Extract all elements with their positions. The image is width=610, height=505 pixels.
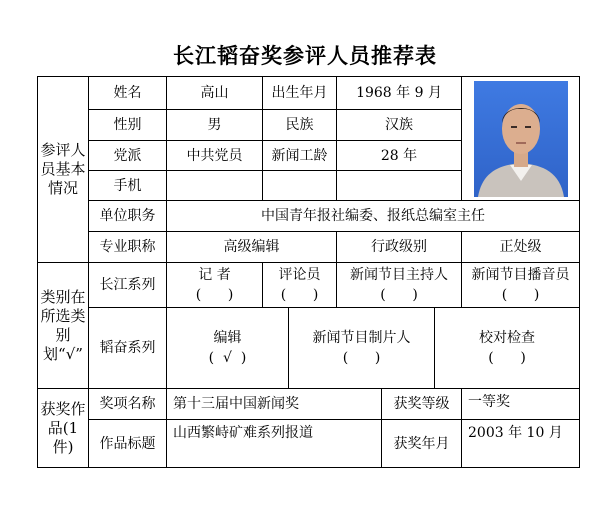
option-editor (167, 308, 289, 388)
changjiang-label: 长江系列 (89, 263, 167, 308)
nomination-form-table (37, 76, 580, 468)
option-checkbox[interactable]: ( ) (342, 350, 381, 366)
award-name-label: 奖项名称 (89, 389, 167, 420)
phone-blank-a (263, 171, 337, 201)
option-label: 编辑 (213, 330, 242, 346)
option-checkbox[interactable]: ( ) (280, 287, 319, 303)
option-label: 评论员 (278, 267, 321, 283)
award-section-label: 获奖作品(1 件) (38, 389, 89, 468)
option-checkbox[interactable]: ( ) (488, 350, 526, 366)
option-host (337, 263, 462, 308)
admin-value: 正处级 (462, 232, 580, 263)
option-announcer (462, 263, 580, 308)
award-date-label: 获奖年月 (382, 420, 462, 468)
option-label: 校对检查 (479, 330, 535, 346)
ethnic-value: 汉族 (337, 110, 462, 141)
unit-label: 单位职务 (89, 201, 167, 232)
award-level-value: 一等奖 (462, 389, 580, 420)
phone-value (167, 171, 263, 201)
option-label: 新闻节目制片人 (312, 330, 411, 346)
work-title-value: 山西繁峙矿难系列报道 (167, 420, 382, 468)
news-age-value: 28 年 (337, 141, 462, 171)
portrait-photo (474, 81, 568, 197)
option-commentator (263, 263, 337, 308)
basic-section-label: 参评人员基本情况 (38, 77, 89, 263)
option-reporter (167, 263, 263, 308)
unit-value: 中国青年报社编委、报纸总编室主任 (167, 201, 580, 232)
option-label: 新闻节目播音员 (471, 267, 570, 283)
work-title-label: 作品标题 (89, 420, 167, 468)
taofen-options-cell (167, 308, 580, 389)
title-label: 专业职称 (89, 232, 167, 263)
option-label: 新闻节目主持人 (350, 267, 448, 283)
ethnic-label: 民族 (263, 110, 337, 141)
category-section-label: 类别在所选类别划“√” (38, 263, 89, 389)
birth-value: 1968 年 9 月 (337, 77, 462, 110)
award-level-label: 获奖等级 (382, 389, 462, 420)
form-title: 长江韬奋奖参评人员推荐表 (173, 43, 437, 68)
photo-cell (462, 77, 580, 201)
name-value: 高山 (167, 77, 263, 110)
party-label: 党派 (89, 141, 167, 171)
option-checkbox[interactable]: ( ) (501, 287, 540, 303)
award-name-value: 第十三届中国新闻奖 (167, 389, 382, 420)
admin-label: 行政级别 (337, 232, 462, 263)
option-producer (289, 308, 435, 388)
phone-blank-b (337, 171, 462, 201)
taofen-label: 韬奋系列 (89, 308, 167, 389)
title-value: 高级编辑 (167, 232, 337, 263)
phone-label: 手机 (89, 171, 167, 201)
name-label: 姓名 (89, 77, 167, 110)
party-value: 中共党员 (167, 141, 263, 171)
gender-value: 男 (167, 110, 263, 141)
option-checkbox[interactable]: ( ) (380, 287, 418, 303)
birth-label: 出生年月 (263, 77, 337, 110)
option-checkbox[interactable]: ( ) (195, 287, 234, 303)
award-date-value: 2003 年 10 月 (462, 420, 580, 468)
option-proofreader (435, 308, 579, 388)
option-checkbox[interactable]: ( √ ) (208, 350, 247, 366)
option-label: 记 者 (198, 267, 231, 283)
news-age-label: 新闻工龄 (263, 141, 337, 171)
gender-label: 性别 (89, 110, 167, 141)
